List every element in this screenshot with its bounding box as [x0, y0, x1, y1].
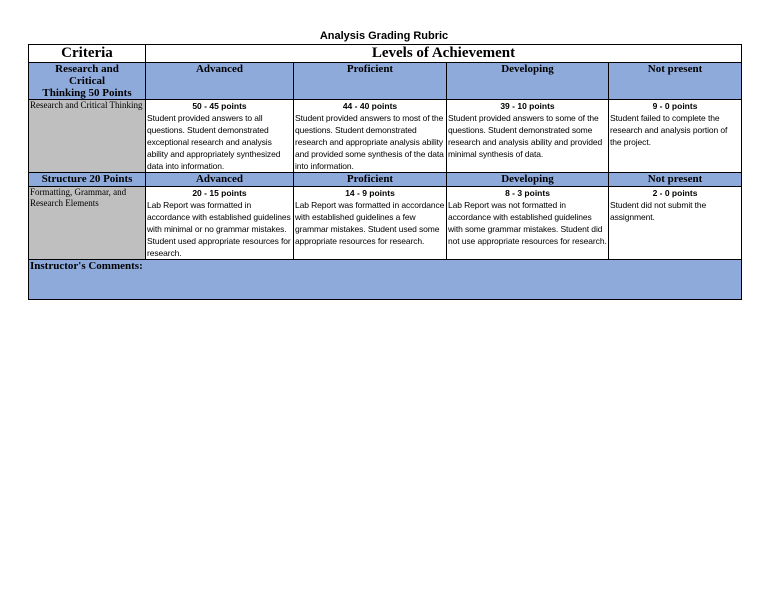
- points-range: 20 - 15 points: [192, 188, 247, 198]
- level-header-developing: Developing: [447, 173, 609, 187]
- level-header-proficient: Proficient: [294, 63, 447, 100]
- cell-description: Student provided answers to all questions. Student demonstrated exceptional research and analysis ability and appropriately synthesized data into information.: [147, 113, 281, 171]
- rubric-cell: [146, 187, 294, 260]
- level-header-proficient: Proficient: [294, 173, 447, 187]
- section-header-row: [29, 173, 742, 187]
- section-label-line: Thinking 50 Points: [42, 87, 132, 99]
- rubric-cell: [146, 100, 294, 173]
- table-row: [29, 187, 742, 260]
- criteria-header: Criteria: [29, 45, 146, 63]
- criterion-name: Research and Critical Thinking: [30, 100, 143, 110]
- rubric-cell: [294, 100, 447, 173]
- header-row: [29, 45, 742, 63]
- section-label-line: Research and: [55, 63, 119, 75]
- points-range: 14 - 9 points: [345, 188, 395, 198]
- criterion-cell: [29, 100, 146, 173]
- points-range: 50 - 45 points: [192, 101, 247, 111]
- section-header-row: [29, 63, 742, 100]
- criterion-name: Formatting, Grammar, and Research Elements: [30, 187, 127, 208]
- section-label: [29, 63, 146, 100]
- levels-header: Levels of Achievement: [146, 45, 742, 63]
- document-title: Analysis Grading Rubric: [319, 30, 449, 42]
- cell-description: Student did not submit the assignment.: [610, 200, 707, 222]
- cell-description: Lab Report was formatted in accordance with established guidelines a few grammar mistakes. Student used some appropriate resources for research.: [295, 200, 445, 246]
- rubric-cell: [609, 100, 742, 173]
- points-range: 39 - 10 points: [500, 101, 555, 111]
- rubric-cell: [447, 100, 609, 173]
- rubric-cell: [447, 187, 609, 260]
- points-range: 9 - 0 points: [652, 101, 698, 111]
- rubric-cell: [609, 187, 742, 260]
- points-range: 44 - 40 points: [342, 101, 398, 111]
- level-header-not-present: Not present: [609, 173, 742, 187]
- cell-description: Lab Report was not formatted in accordance with established guidelines with some grammar mistakes. Student did not use appropriate resources for research.: [448, 200, 607, 246]
- level-header-developing: Developing: [447, 63, 609, 100]
- comments-row: [29, 260, 742, 300]
- section-label: [29, 173, 146, 187]
- section-label-line: Structure 20 Points: [41, 173, 133, 185]
- cell-description: Student failed to complete the research and analysis portion of the project.: [610, 113, 728, 147]
- cell-description: Lab Report was formatted in accordance with established guidelines with minimal or no grammar mistakes. Student used appropriate resources for research.: [147, 200, 291, 258]
- points-range: 8 - 3 points: [505, 188, 550, 198]
- rubric-cell: [294, 187, 447, 260]
- criterion-cell: [29, 187, 146, 260]
- level-header-advanced: Advanced: [146, 63, 294, 100]
- points-range: 2 - 0 points: [652, 188, 698, 198]
- cell-description: Student provided answers to some of the questions. Student demonstrated some research and analysis ability and provided minimal synthesis of data.: [448, 113, 603, 159]
- rubric-table: [28, 44, 742, 300]
- instructor-comments-cell[interactable]: [29, 260, 742, 300]
- level-header-not-present: Not present: [609, 63, 742, 100]
- instructor-comments-label: Instructor's Comments:: [30, 260, 143, 272]
- section-label-line: Critical: [68, 75, 106, 87]
- cell-description: Student provided answers to most of the questions. Student demonstrated research and appropriate analysis ability and provided some synthesis of the data into information.: [295, 113, 444, 171]
- level-header-advanced: Advanced: [146, 173, 294, 187]
- table-row: [29, 100, 742, 173]
